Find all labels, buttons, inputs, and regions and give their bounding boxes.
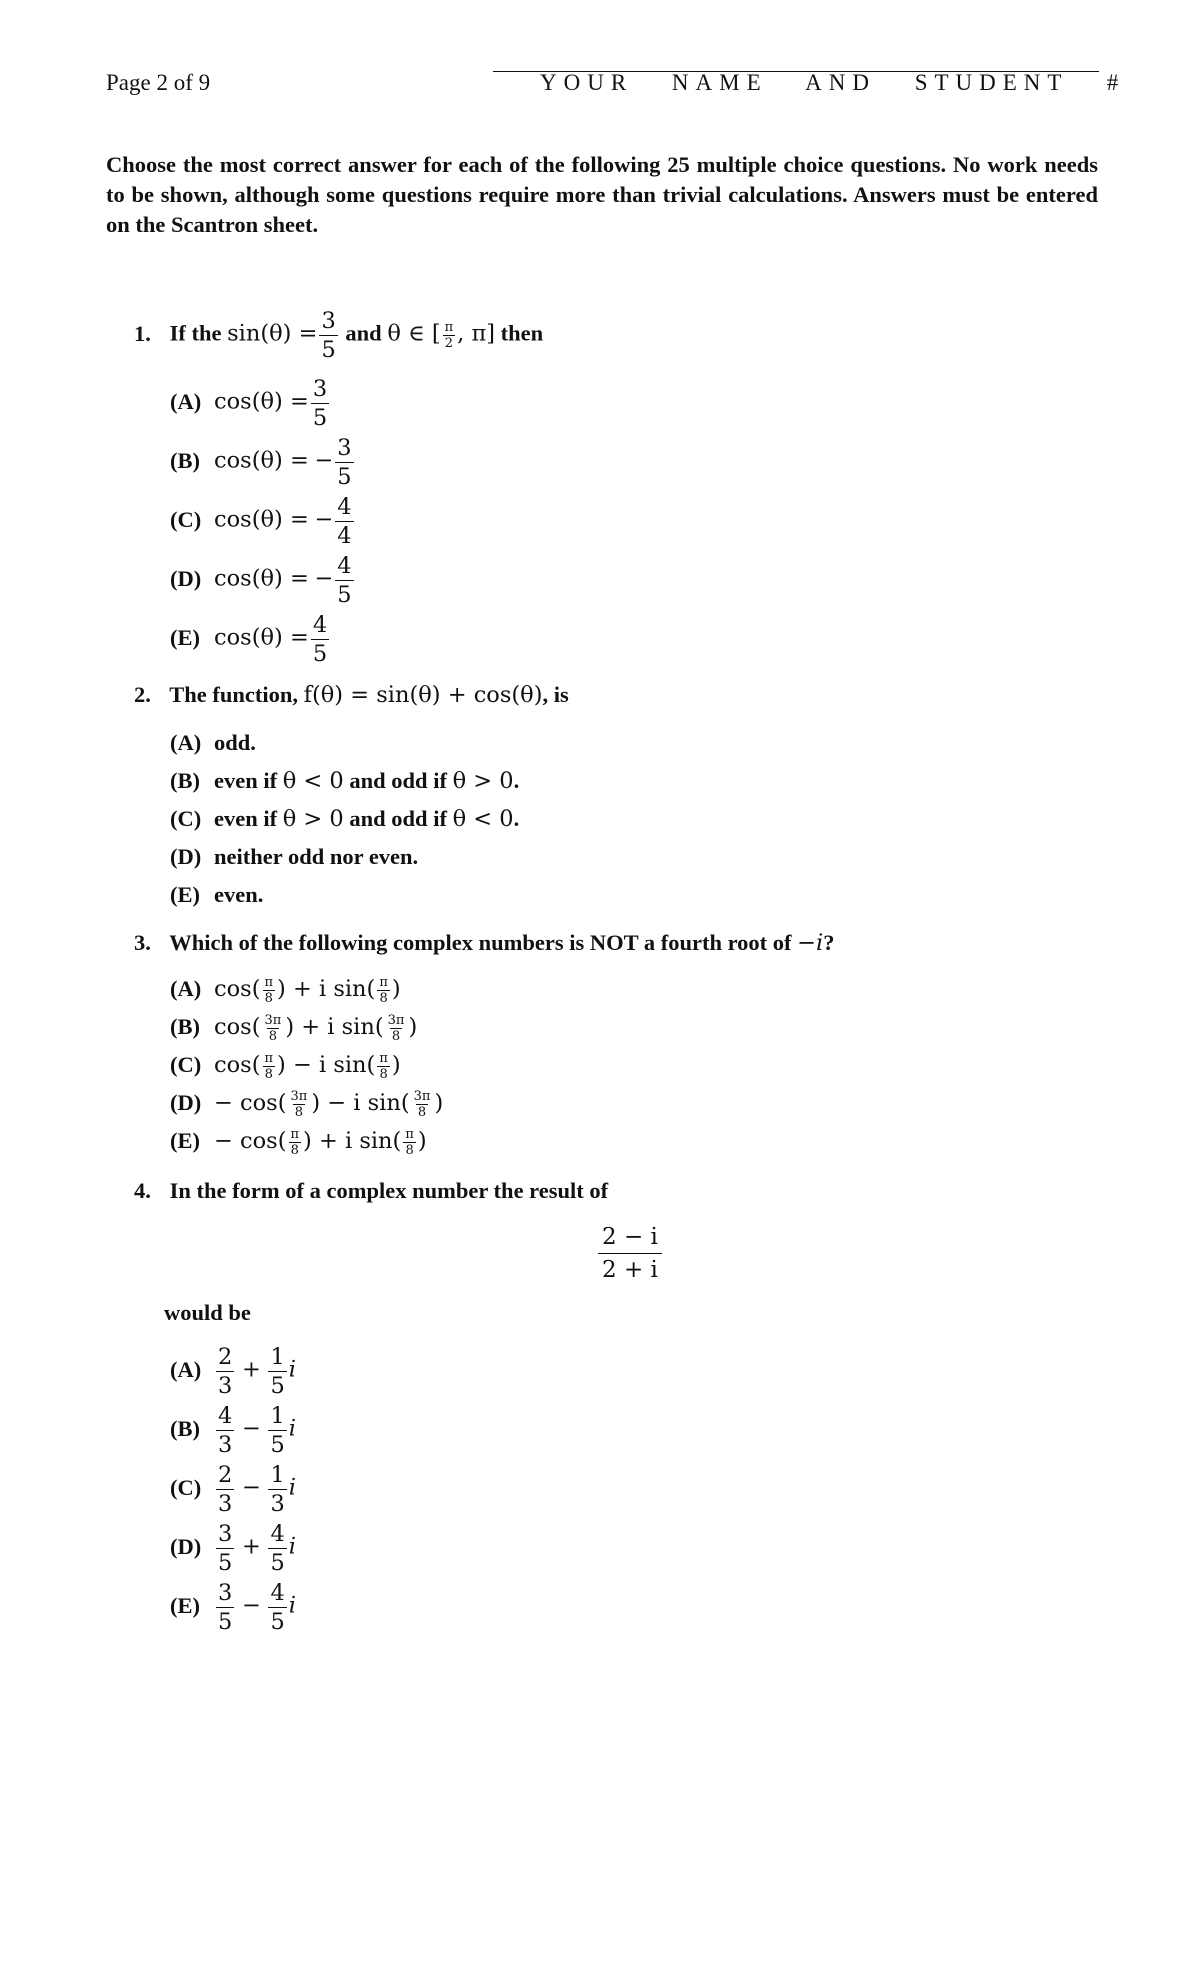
fraction: $\frac{\pi}{8}$: [379, 1051, 388, 1083]
fraction: $\frac{4}{5}$: [312, 612, 328, 667]
page-number: Page 2 of 9: [106, 70, 211, 95]
name-student-label: YOUR NAME AND STUDENT #: [540, 70, 1126, 95]
answer-option-q3-e: (E) − cos( $\frac{\pi}{8}$ ) + i sin( $\frac{\pi}{8}$ ): [170, 1127, 427, 1159]
option-label: (D): [170, 1090, 202, 1115]
answer-option-q2-b: (B) even if θ < 0 and odd if θ > 0.: [170, 768, 520, 794]
question-4-continuation: would be: [164, 1300, 251, 1325]
math-expression: −i: [797, 930, 824, 956]
answer-option-q4-d: (D) $\frac{3}{5}$ + $\frac{4}{5}$ i: [170, 1521, 296, 1576]
answer-option-q2-a: (A) odd.: [170, 730, 256, 755]
answer-option-q2-e: (E) even.: [170, 882, 264, 907]
math-expression: , π]: [457, 320, 496, 347]
question-text: The function,: [169, 682, 298, 707]
option-label: (B): [170, 1014, 200, 1039]
answer-option-q4-e: (E) $\frac{3}{5}$ − $\frac{4}{5}$ i: [170, 1580, 296, 1635]
option-label: (B): [170, 1415, 200, 1441]
fraction: $\frac{3}{5}$: [218, 1580, 233, 1635]
answer-option-q4-b: (B) $\frac{4}{3}$ − $\frac{1}{5}$ i: [170, 1403, 296, 1458]
option-label: (C): [170, 506, 202, 532]
option-label: (E): [170, 624, 200, 650]
fraction: $\frac{\pi}{8}$: [264, 1051, 274, 1083]
fraction: $\frac{4}{3}$: [218, 1403, 233, 1458]
option-label: (D): [170, 565, 202, 591]
question-text: then: [500, 320, 544, 346]
math-expression: f(θ) = sin(θ) + cos(θ): [303, 682, 543, 708]
fraction: $\frac{\pi}{8}$: [264, 975, 274, 1007]
option-label: (E): [170, 1592, 200, 1618]
option-label: (A): [170, 388, 202, 414]
fraction: $\frac{4}{5}$: [270, 1521, 285, 1576]
question-text: ?: [823, 930, 835, 955]
fraction: $\frac{1}{3}$: [270, 1462, 285, 1517]
answer-option-q3-d: (D) − cos( $\frac{3\pi}{8}$ ) − i sin( $\frac{3\pi}{8}$ ): [170, 1089, 444, 1121]
fraction: $\frac{\pi}{8}$: [290, 1127, 300, 1159]
fraction: $\frac{3}{5}$: [337, 435, 352, 490]
question-number: 4.: [134, 1178, 151, 1203]
fraction: $\frac{2 - i}{2 + i}$: [598, 1226, 662, 1282]
answer-option-q3-a: (A) cos( $\frac{\pi}{8}$ ) + i sin( $\frac{\pi}{8}$ ): [170, 975, 401, 1007]
fraction: $\frac{3\pi}{8}$: [413, 1089, 431, 1121]
option-label: (D): [170, 844, 202, 869]
option-label: (E): [170, 1128, 200, 1153]
option-label: (A): [170, 1356, 202, 1382]
question-number: 3.: [134, 930, 151, 955]
instructions: Choose the most correct answer for each of the following 25 multiple choice questions. No work needs to be shown, although some questions require more than trivial calculations. Answers must be entered on the Scantron sheet.: [106, 152, 1098, 237]
question-text: If the: [169, 320, 222, 346]
fraction: $\frac{2}{3}$: [218, 1344, 233, 1399]
option-label: (C): [170, 1052, 202, 1077]
option-label: (A): [170, 976, 202, 1001]
answer-option-q4-a: (A) $\frac{2}{3}$ + $\frac{1}{5}$ i: [170, 1344, 296, 1399]
question-1: [134, 310, 543, 361]
question-text: Which of the following complex numbers is NOT a fourth root of: [169, 930, 792, 955]
fraction: $\frac{1}{5}$: [270, 1344, 285, 1399]
fraction: $\frac{3}{5}$: [218, 1521, 233, 1576]
option-label: (C): [170, 806, 202, 831]
question-3: [134, 930, 834, 956]
fraction: $\frac{4}{5}$: [337, 553, 352, 608]
fraction: $\frac{3\pi}{8}$: [290, 1089, 308, 1121]
display-equation: [596, 1226, 664, 1282]
fraction: $\frac{3\pi}{8}$: [387, 1013, 405, 1045]
answer-option-q2-d: (D) neither odd nor even.: [170, 844, 419, 869]
answer-option-q4-c: (C) $\frac{2}{3}$ − $\frac{1}{3}$ i: [170, 1462, 296, 1517]
question-number: 1.: [134, 320, 151, 346]
fraction: $\frac{3}{5}$: [312, 376, 328, 431]
answer-option-q2-c: (C) even if θ > 0 and odd if θ < 0.: [170, 806, 520, 832]
fraction: $\frac{4}{5}$: [270, 1580, 285, 1635]
fraction: $\frac{\pi}{8}$: [379, 975, 388, 1007]
answer-option-q1-b: (B) cos(θ) = − $\frac{3}{5}$: [170, 435, 352, 490]
fraction: $\frac{\pi}{2}$: [444, 320, 454, 351]
answer-option-q1-c: (C) cos(θ) = − $\frac{4}{4}$: [170, 494, 352, 549]
option-label: (B): [170, 447, 200, 473]
question-text: In the form of a complex number the result of: [169, 1178, 609, 1203]
option-label: (A): [170, 730, 202, 755]
answer-option-q1-e: (E) cos(θ) = $\frac{4}{5}$: [170, 612, 328, 667]
answer-option-q3-c: (C) cos( $\frac{\pi}{8}$ ) − i sin( $\frac{\pi}{8}$ ): [170, 1051, 401, 1083]
fraction: $\frac{2}{3}$: [218, 1462, 233, 1517]
answer-option-q1-a: (A) cos(θ) = $\frac{3}{5}$: [170, 376, 328, 431]
math-expression: θ ∈ [: [387, 320, 441, 347]
question-number: 2.: [134, 682, 151, 707]
answer-option-q1-d: (D) cos(θ) = − $\frac{4}{5}$: [170, 553, 352, 608]
option-label: (D): [170, 1533, 202, 1559]
question-4: [134, 1178, 608, 1204]
option-label: (C): [170, 1474, 202, 1500]
fraction: $\frac{3}{5}$: [321, 308, 336, 363]
math-expression: sin(θ) =: [227, 320, 318, 347]
fraction: $\frac{1}{5}$: [270, 1403, 285, 1458]
question-2: [134, 682, 569, 708]
option-label: (B): [170, 768, 200, 793]
fraction: $\frac{3\pi}{8}$: [264, 1013, 282, 1045]
question-text: and: [345, 320, 382, 346]
answer-option-q3-b: (B) cos( $\frac{3\pi}{8}$ ) + i sin( $\frac{3\pi}{8}$ ): [170, 1013, 418, 1045]
fraction: $\frac{4}{4}$: [337, 494, 352, 549]
question-text: , is: [542, 682, 569, 707]
fraction: $\frac{\pi}{8}$: [405, 1127, 414, 1159]
option-label: (E): [170, 882, 200, 907]
